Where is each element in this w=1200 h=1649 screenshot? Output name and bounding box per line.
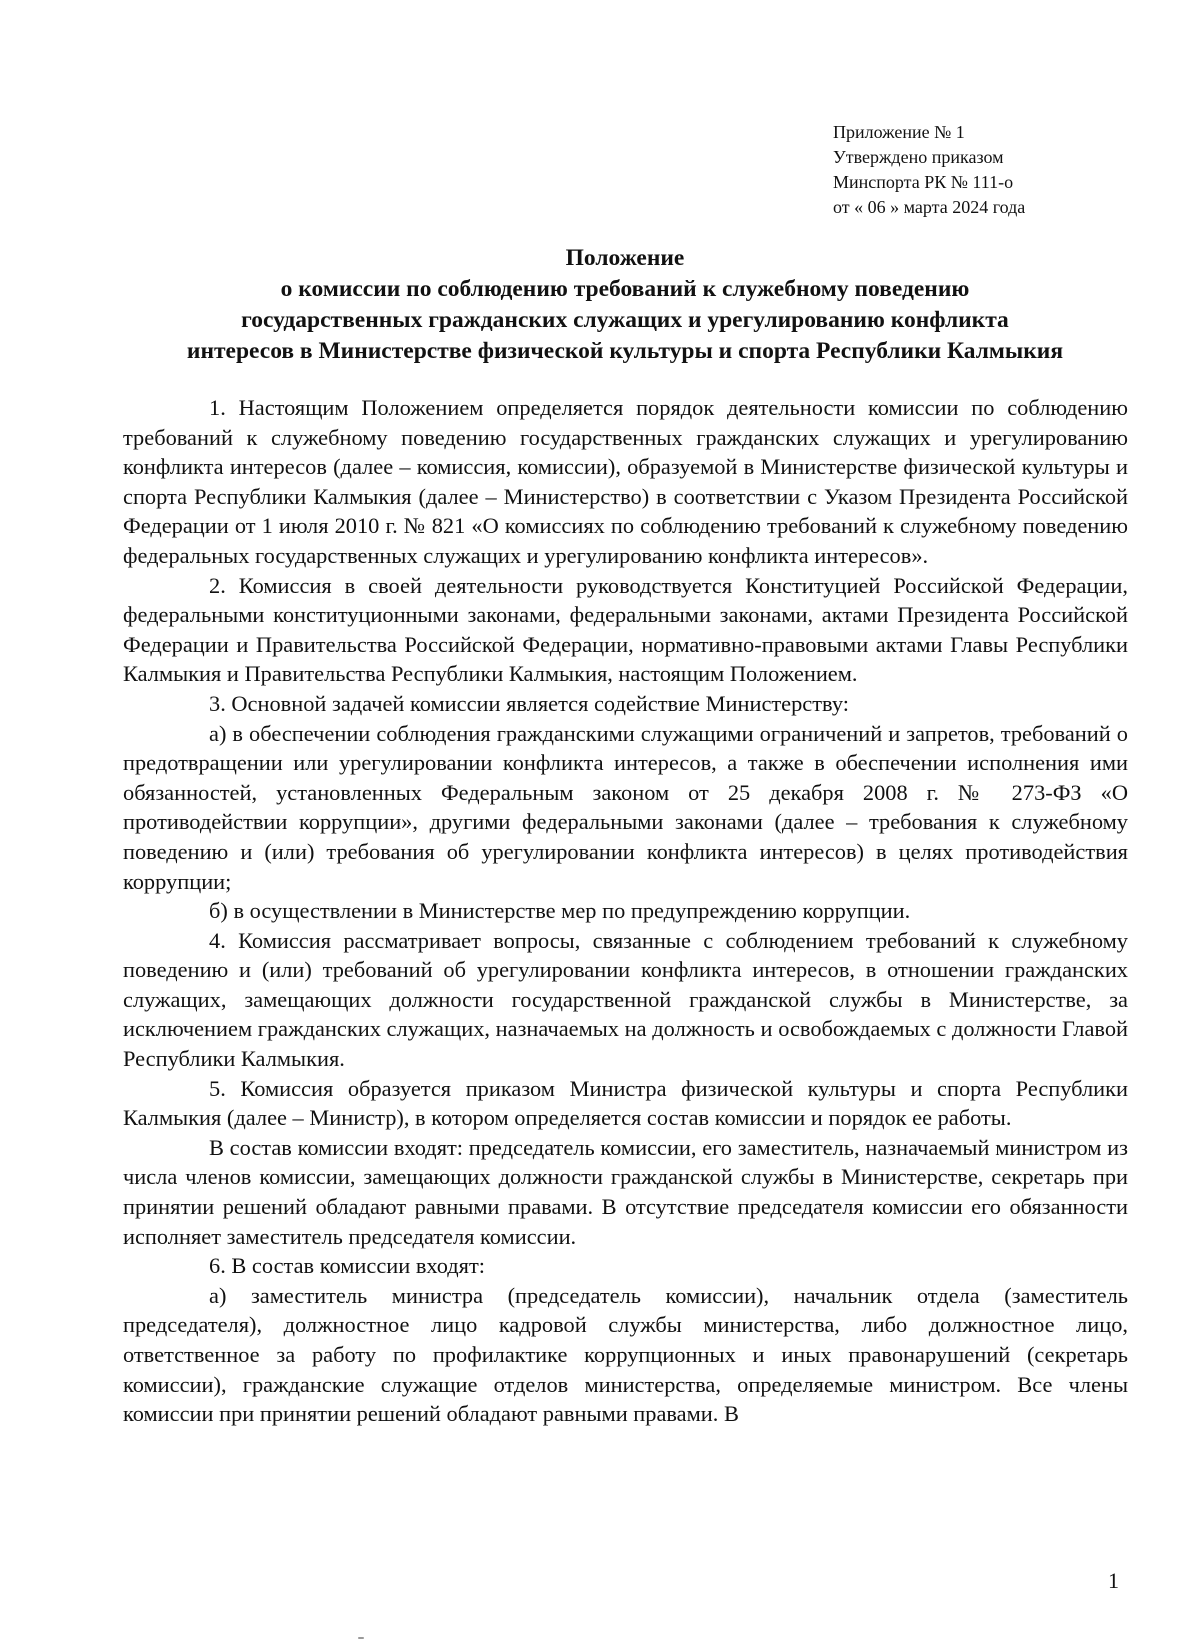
approval-line: Минспорта РК № 111-о [833,172,1014,192]
title-line: о комиссии по соблюдению требований к служебному поведению [280,276,970,302]
paragraph-3: 3. Основной задачей комиссии является содействие Министерству: [209,690,849,716]
approval-stamp [833,120,1025,220]
paragraph-5-composition: В состав комиссии входят: председатель комиссии, его заместитель, назначаемый министром из числа членов комиссии, замещающих должности гражданской службы в Министерстве, секретарь при принятии решений обладают равными правами. В отсутствие председателя комиссии его обязанности исполняет заместитель председателя комиссии. [123,1134,1128,1249]
paragraph-2: 2. Комиссия в своей деятельности руководствуется Конституцией Российской Федерации, федеральными конституционными законами, федеральными законами, актами Президента Российской Федерации и Правительства Российской Федерации, нормативно-правовыми актами Главы Республики Калмыкия и Правительства Республики Калмыкия, настоящим Положением. [123,572,1128,687]
document-body [123,393,1128,1429]
paragraph-3a: а) в обеспечении соблюдения гражданскими служащими ограничений и запретов, требований о предотвращении или урегулировании конфликта интересов, а также в обеспечении исполнения ими обязанностей, установленных Федеральным законом от 25 декабря 2008 г. № 273-ФЗ «О противодействии коррупции», другими федеральными законами (далее – требования к служебному поведению и (или) требования об урегулировании конфликта интересов) в целях противодействия коррупции; [123,720,1128,894]
approval-line: Приложение № 1 [833,122,965,142]
paragraph-5: 5. Комиссия образуется приказом Министра физической культуры и спорта Республики Калмыкия (далее – Министр), в котором определяется состав комиссии и порядок ее работы. [123,1075,1128,1131]
approval-line: от « 06 » марта 2024 года [833,197,1026,217]
page-number: 1 [1108,1568,1119,1593]
paragraph-6a: а) заместитель министра (председатель комиссии), начальник отдела (заместитель председателя), должностное лицо кадровой службы министерства, либо должностное лицо, ответственное за работу по профилактике коррупционных и иных правонарушений (секретарь комиссии), гражданские служащие отделов министерства, определяемые министром. Все члены комиссии при принятии решений обладают равными правами. В [123,1282,1128,1427]
paragraph-6: 6. В состав комиссии входят: [209,1253,485,1279]
title-line: государственных гражданских служащих и урегулированию конфликта [241,307,1009,333]
scan-speck [358,1637,364,1639]
title-line: Положение [565,245,685,271]
paragraph-3b: б) в осуществлении в Министерстве мер по предупреждению коррупции. [209,898,911,924]
approval-line: Утверждено приказом [833,147,1004,167]
document-title [120,243,1130,367]
paragraph-1: 1. Настоящим Положением определяется порядок деятельности комиссии по соблюдению требований к служебному поведению государственных гражданских служащих и урегулированию конфликта интересов (далее – комиссия, комиссии), образуемой в Министерстве физической культуры и спорта Республики Калмыкия (далее – Министерство) в соответствии с Указом Президента Российской Федерации от 1 июля 2010 г. № 821 «О комиссиях по соблюдению требований к служебному поведению федеральных государственных служащих и урегулированию конфликта интересов». [123,395,1128,568]
title-line: интересов в Министерстве физической культуры и спорта Республики Калмыкия [186,338,1064,364]
paragraph-4: 4. Комиссия рассматривает вопросы, связанные с соблюдением требований к служебному поведению и (или) требований об урегулировании конфликта интересов, в отношении гражданских служащих, замещающих должности государственной гражданской службы в Министерстве, за исключением гражданских служащих, назначаемых на должность и освобождаемых с должности Главой Республики Калмыкия. [123,927,1128,1072]
